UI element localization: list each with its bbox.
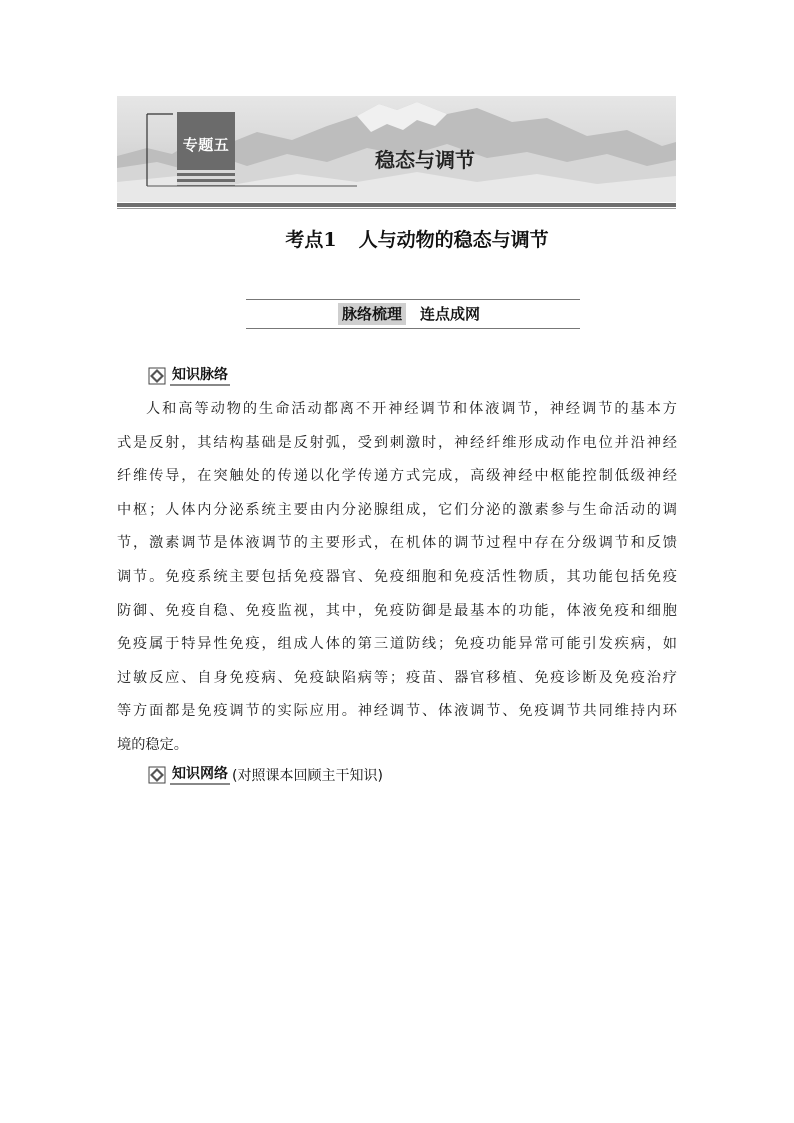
paragraph-line: 中枢；人体内分泌系统主要由内分泌腺组成，它们分泌的激素参与生命活动的调 — [117, 501, 677, 518]
topic-label: 专题五 — [182, 136, 230, 154]
diamond-icon — [148, 367, 166, 385]
knowledge-network-note: (对照课本回顾主干知识) — [232, 768, 383, 784]
paragraph-line: 节，激素调节是体液调节的主要形式，在机体的调节过程中存在分级调节和反馈 — [117, 535, 677, 552]
chapter-title: 人与动物的稳态与调节 — [358, 229, 549, 251]
section-rule-top — [246, 299, 580, 300]
chapter-banner — [117, 96, 676, 202]
paragraph-line: 防御、免疫自稳、免疫监视，其中，免疫防御是最基本的功能，体液免疫和细胞 — [117, 602, 677, 619]
paragraph-line: 纤维传导，在突触处的传递以化学传递方式完成，高级神经中枢能控制低级神经 — [117, 468, 677, 485]
paragraph-line: 境的稳定。 — [117, 736, 188, 753]
topic-box — [177, 112, 235, 186]
chapter-heading — [0, 225, 794, 252]
knowledge-context-label: 知识脉络 — [170, 367, 230, 386]
paragraph-line: 式是反射，其结构基础是反射弧，受到刺激时，神经纤维形成动作电位并沿神经 — [117, 434, 677, 451]
banner-rule-thin — [117, 208, 676, 209]
section-subtitle: 连点成网 — [420, 305, 481, 323]
banner-title: 稳态与调节 — [375, 148, 475, 172]
knowledge-network-heading — [148, 765, 383, 785]
topic-stripe — [177, 182, 235, 185]
knowledge-context-paragraph — [117, 393, 677, 763]
chapter-number: 考点1 — [285, 229, 337, 251]
paragraph-line: 人和高等动物的生命活动都离不开神经调节和体液调节，神经调节的基本方 — [146, 401, 677, 417]
section-rule-bottom — [246, 328, 580, 329]
knowledge-network-label: 知识网络 — [170, 766, 230, 785]
banner-rule — [117, 203, 676, 207]
section-badge: 脉络梳理 — [338, 303, 406, 325]
diamond-icon — [148, 766, 166, 784]
topic-stripe — [177, 176, 235, 179]
paragraph-line: 等方面都是免疫调节的实际应用。神经调节、体液调节、免疫调节共同维持内环 — [117, 703, 677, 720]
paragraph-line: 调节。免疫系统主要包括免疫器官、免疫细胞和免疫活性物质，其功能包括免疫 — [117, 568, 677, 585]
paragraph-line: 免疫属于特异性免疫，组成人体的第三道防线；免疫功能异常可能引发疾病，如 — [117, 636, 677, 653]
knowledge-context-heading — [148, 366, 230, 386]
topic-stripe — [177, 170, 235, 173]
paragraph-line: 过敏反应、自身免疫病、免疫缺陷病等；疫苗、器官移植、免疫诊断及免疫治疗 — [117, 669, 677, 686]
